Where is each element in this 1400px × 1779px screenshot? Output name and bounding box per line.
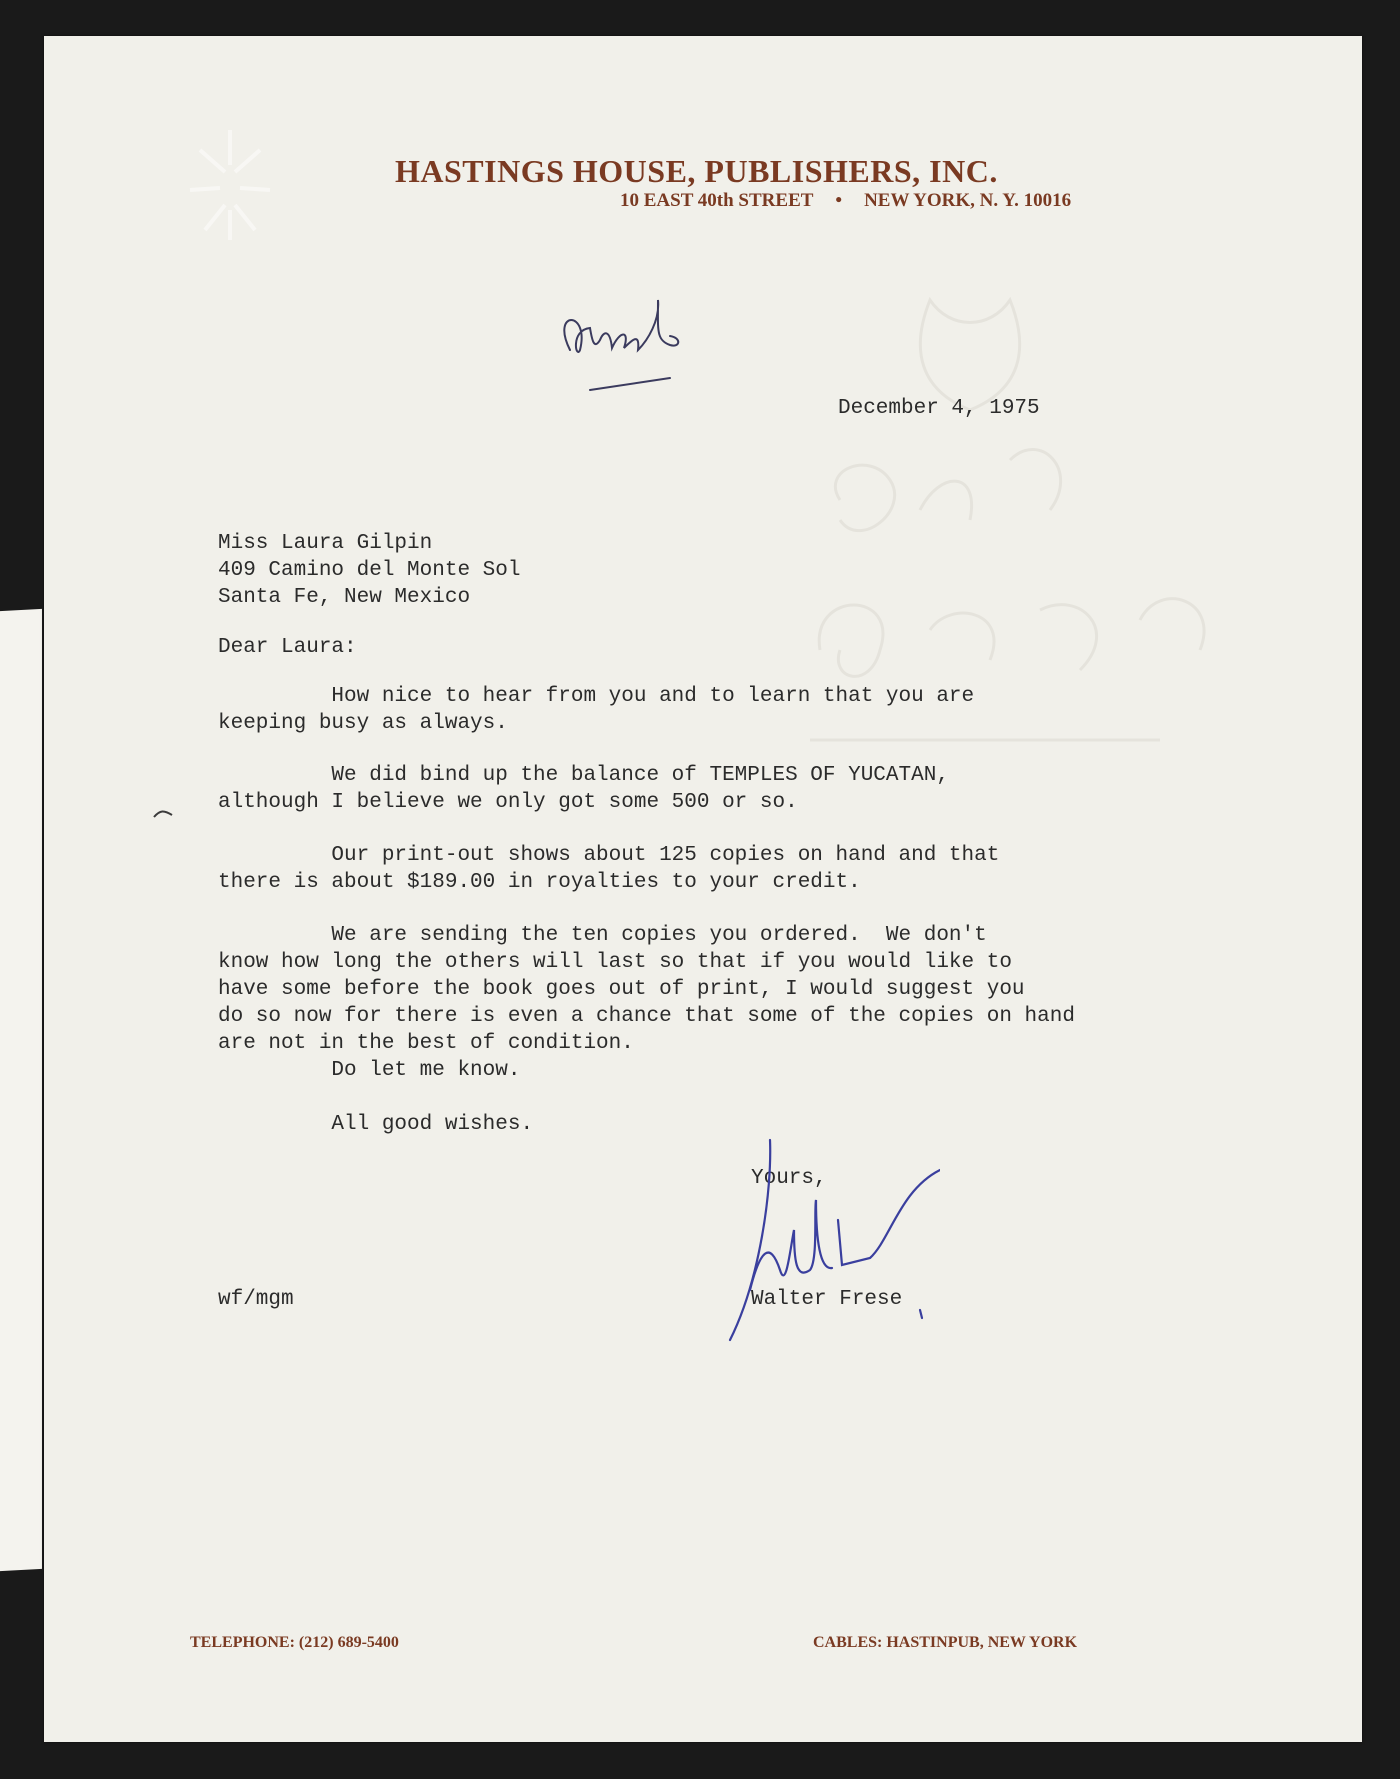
salutation: Dear Laura: bbox=[218, 636, 357, 659]
paragraph: All good wishes. bbox=[218, 1113, 534, 1136]
company-name: HASTINGS HOUSE, PUBLISHERS, INC. bbox=[395, 153, 998, 189]
address-separator: • bbox=[835, 190, 843, 211]
paragraph: We are sending the ten copies you ordered. We don't know how long the others will last so that if you would like to have some before the book goes out of print, I would suggest you do so now for there is even a chance that some of the copies on hand are not in the best of condition. bbox=[218, 924, 1075, 1055]
margin-mark-icon bbox=[152, 808, 174, 820]
company-city: NEW YORK, N. Y. 10016 bbox=[864, 190, 1072, 211]
signer-name: Walter Frese bbox=[751, 1288, 903, 1311]
letter-date: December 4, 1975 bbox=[838, 397, 1040, 420]
recipient-street: 409 Camino del Monte Sol bbox=[218, 559, 521, 582]
paragraph: Do let me know. bbox=[218, 1059, 521, 1082]
footer-telephone: TELEPHONE: (212) 689-5400 bbox=[190, 1634, 399, 1651]
reference-initials: wf/mgm bbox=[218, 1288, 294, 1311]
handwritten-annotation bbox=[520, 270, 740, 430]
paragraph: We did bind up the balance of TEMPLES OF YUCATAN, although I believe we only got some 500 or so. bbox=[218, 764, 949, 814]
embossed-seal-icon bbox=[170, 110, 290, 260]
paragraph: Our print-out shows about 125 copies on hand and that there is about $189.00 in royalties to your credit. bbox=[218, 844, 1000, 894]
recipient-city: Santa Fe, New Mexico bbox=[218, 586, 471, 609]
company-street: 10 EAST 40th STREET bbox=[620, 190, 814, 211]
signature bbox=[720, 1130, 940, 1350]
underlying-sheet-edge bbox=[0, 609, 42, 1571]
recipient-name: Miss Laura Gilpin bbox=[218, 532, 433, 555]
company-address bbox=[620, 190, 1195, 212]
paper-watermark-icon bbox=[780, 270, 1340, 830]
closing: Yours, bbox=[751, 1167, 827, 1190]
footer-cables: CABLES: HASTINPUB, NEW YORK bbox=[813, 1634, 1078, 1651]
paragraph: How nice to hear from you and to learn that you are keeping busy as always. bbox=[218, 685, 975, 735]
